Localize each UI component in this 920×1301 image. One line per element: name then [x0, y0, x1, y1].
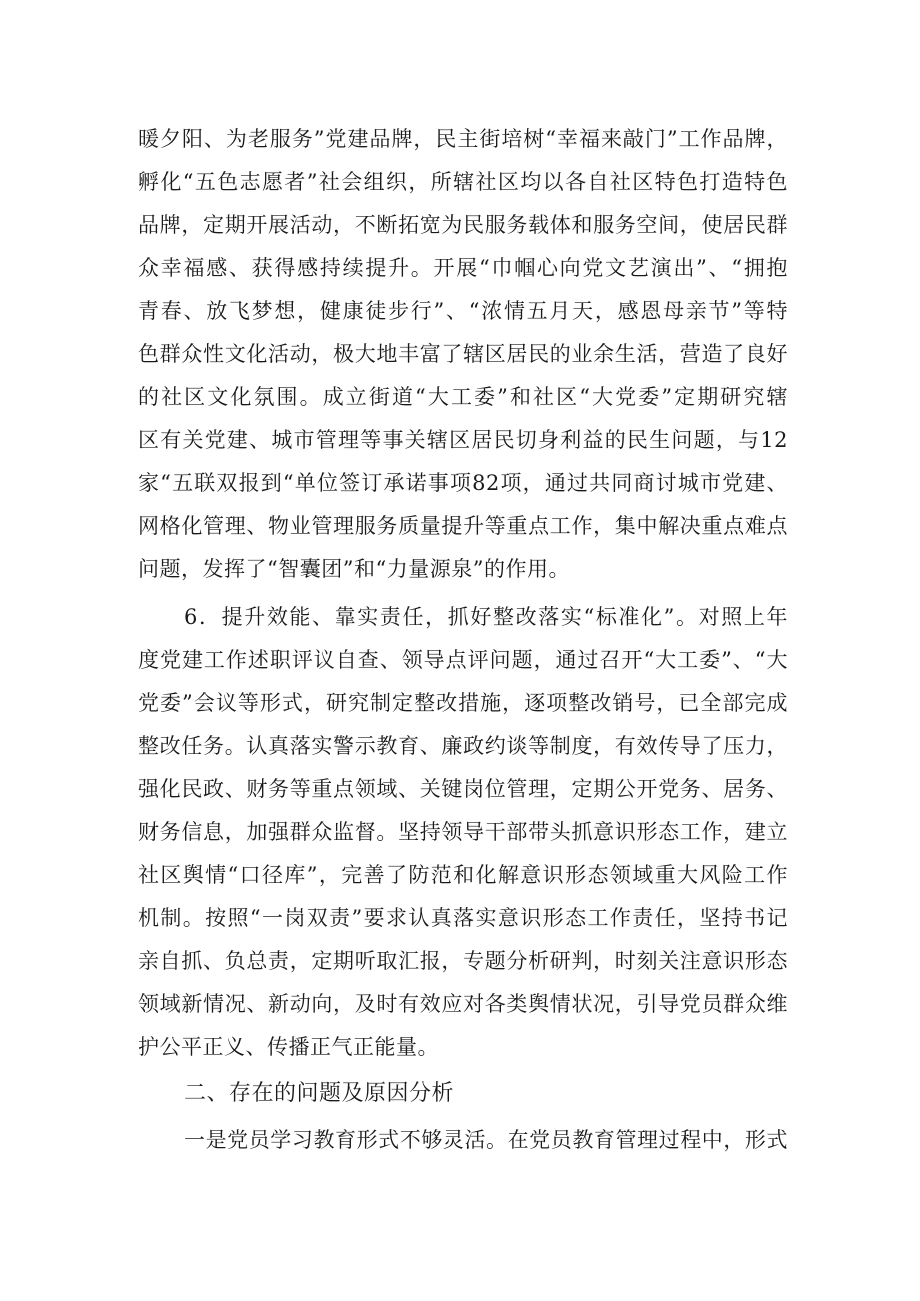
text-line: 青春、放飞梦想，健康徒步行”、“浓情五月天，感恩母亲节”等特	[138, 299, 788, 323]
text-line: 度党建工作述职评议自查、领导点评问题，通过召开“大工委”、“大	[138, 648, 788, 672]
text-line: 区有关党建、城市管理等事关辖区居民切身利益的民生问题，与12	[138, 428, 788, 452]
text-line: 的社区文化氛围。成立街道“大工委”和社区“大党委”定期研究辖	[138, 385, 788, 409]
text-line: 色群众性文化活动，极大地丰富了辖区居民的业余生活，营造了良好	[138, 342, 788, 366]
text-line: 亲自抓、负总责，定期听取汇报，专题分析研判，时刻关注意识形态	[138, 949, 788, 973]
text-line: 网格化管理、物业管理服务质量提升等重点工作，集中解决重点难点	[138, 514, 788, 538]
text-line: 护公平正义、传播正气正能量。	[138, 1035, 439, 1059]
text-line: 机制。按照“一岗双责”要求认真落实意识形态工作责任，坚持书记	[138, 906, 788, 930]
text-line: 社区舆情“口径库”，完善了防范和化解意识形态领域重大风险工作	[138, 863, 788, 887]
text-line: 一是党员学习教育形式不够灵活。在党员教育管理过程中，形式	[184, 1128, 788, 1152]
text-line: 领域新情况、新动向，及时有效应对各类舆情状况，引导党员群众维	[138, 992, 788, 1016]
text-line: 财务信息，加强群众监督。坚持领导干部带头抓意识形态工作，建立	[138, 820, 788, 844]
text-line: 整改任务。认真落实警示教育、廉政约谈等制度，有效传导了压力，	[138, 734, 788, 758]
text-line: 问题，发挥了“智囊团”和“力量源泉”的作用。	[138, 557, 570, 581]
text-line: 6．提升效能、靠实责任，抓好整改落实“标准化”。对照上年	[184, 605, 788, 629]
text-line: 暖夕阳、为老服务”党建品牌，民主街培树“幸福来敲门”工作品牌，	[138, 127, 788, 151]
text-line: 孵化“五色志愿者”社会组织，所辖社区均以各自社区特色打造特色	[138, 170, 788, 194]
text-line: 党委”会议等形式，研究制定整改措施，逐项整改销号，已全部完成	[138, 691, 788, 715]
text-line: 家“五联双报到“单位签订承诺事项82项，通过共同商讨城市党建、	[138, 471, 788, 495]
text-line: 品牌，定期开展活动，不断拓宽为民服务载体和服务空间，使居民群	[138, 213, 788, 237]
text-line: 强化民政、财务等重点领域、关键岗位管理，定期公开党务、居务、	[138, 777, 788, 801]
text-line: 众幸福感、获得感持续提升。开展“巾帼心向党文艺演出”、“拥抱	[138, 256, 788, 280]
section-heading: 二、存在的问题及原因分析	[184, 1081, 455, 1106]
